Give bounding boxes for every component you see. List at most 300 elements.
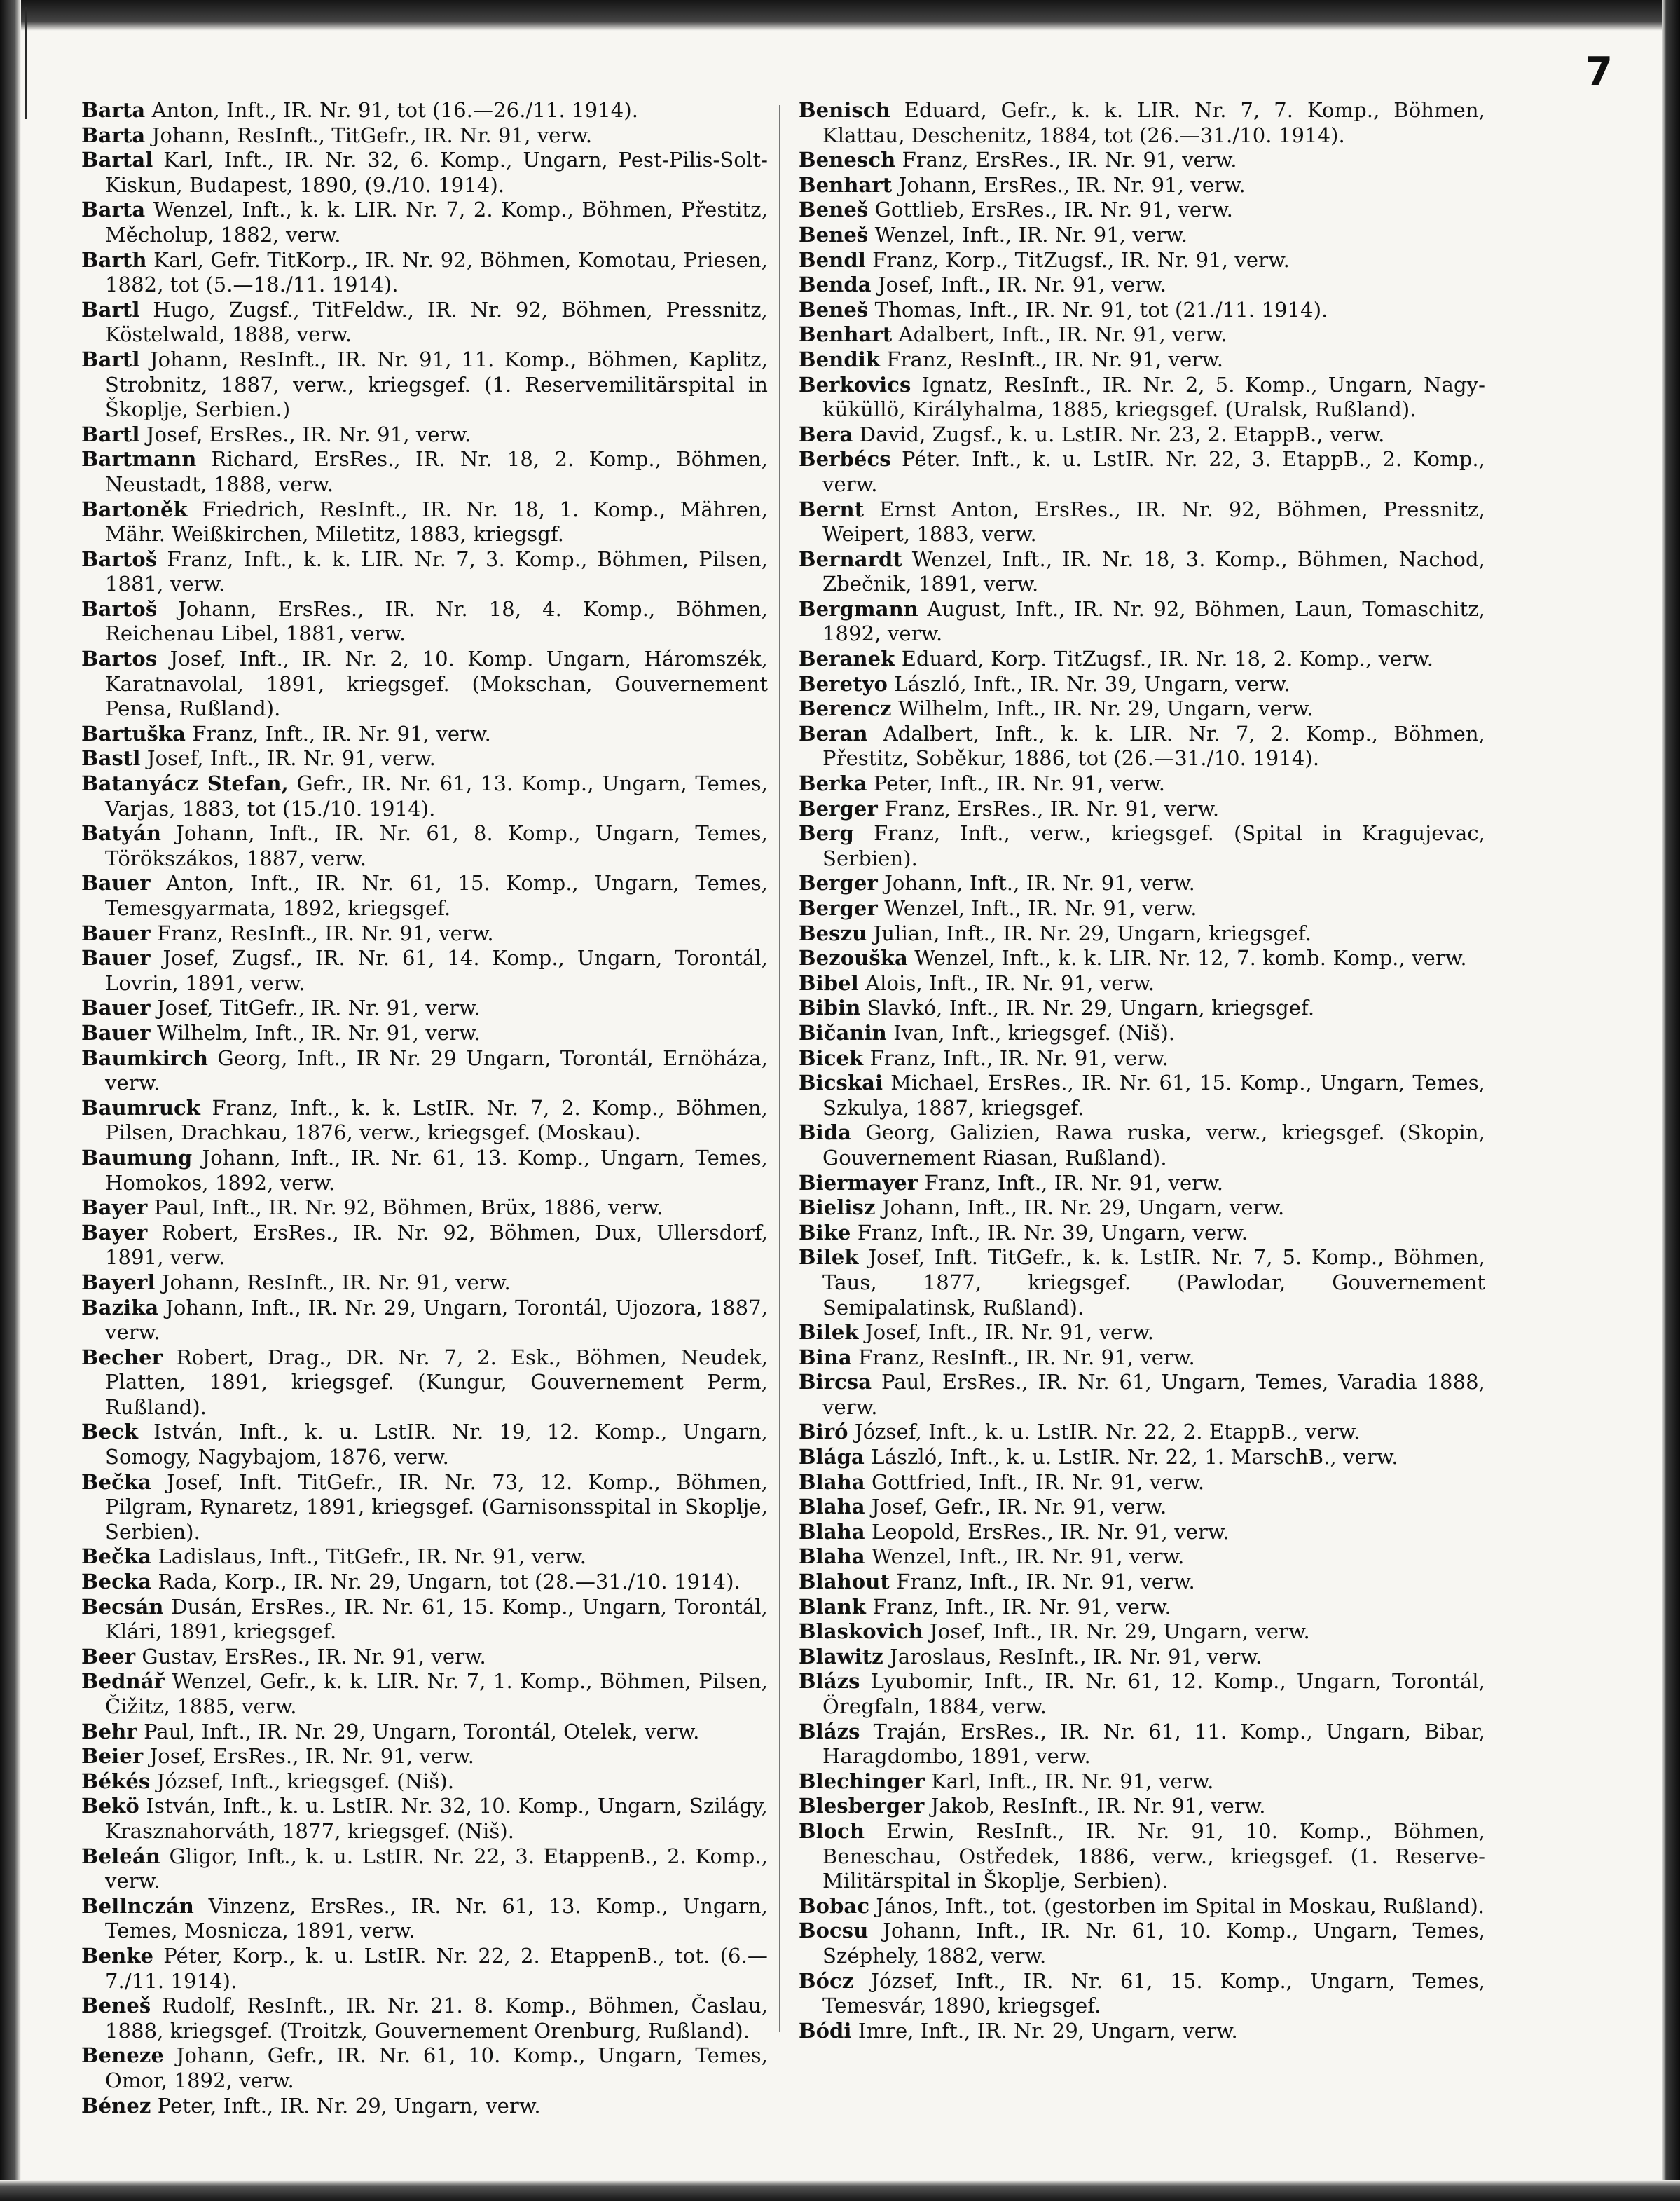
entry-details: Johann, ResInft., IR. Nr. 91, 11. Komp., Böhmen, Kaplitz, Strobnitz, 1887, verw., kriegsgef. (1. Reservemilitärspital in Škoplje, Serbien.) [105, 347, 768, 422]
entry-details: Johann, ErsRes., IR. Nr. 91, verw. [898, 172, 1246, 197]
entry-surname: Bičanin [799, 1020, 887, 1045]
entry-surname: Batyán [81, 821, 162, 846]
entry-details: August, Inft., IR. Nr. 92, Böhmen, Laun, Tomaschitz, 1892, verw. [822, 596, 1485, 646]
entry-surname: Beer [81, 1644, 136, 1668]
entry-surname: Batanyácz Stefan, [81, 772, 289, 796]
list-entry [81, 1420, 768, 1469]
entry-details: Adalbert, Inft., k. k. LIR. Nr. 7, 2. Komp., Böhmen, Přestitz, Soběkur, 1886, tot (26.—31./10. 1914). [822, 721, 1485, 771]
entry-details: Johann, ErsRes., IR. Nr. 18, 4. Komp., Böhmen, Reichenau Libel, 1881, verw. [105, 596, 768, 646]
list-entry [799, 1345, 1485, 1371]
list-entry [799, 322, 1485, 348]
list-entry [81, 547, 768, 597]
entry-surname: Bera [799, 422, 853, 446]
list-entry [799, 348, 1485, 373]
entry-surname: Berencz [799, 697, 892, 721]
entry-details: Johann, Inft., IR. Nr. 29, Ungarn, verw. [881, 1195, 1285, 1220]
list-entry [81, 198, 768, 247]
entry-surname: Bayer [81, 1195, 148, 1220]
entry-details: Rudolf, ResInft., IR. Nr. 21. 8. Komp., Böhmen, Časlau, 1888, kriegsgef. (Troitzk, Gouvernement Orenburg, Rußland). [105, 1994, 768, 2043]
scan-edge-top [0, 0, 1680, 31]
entry-surname: Benisch [799, 98, 890, 122]
list-entry [81, 1769, 768, 1795]
entry-surname: Bayer [81, 1220, 148, 1245]
entry-surname: Becka [81, 1570, 152, 1594]
list-entry [81, 1570, 768, 1595]
entry-details: József, Inft., kriegsgef. (Niš). [156, 1769, 455, 1793]
entry-details: Josef, Inft., IR. Nr. 91, verw. [877, 273, 1167, 297]
list-entry [799, 148, 1485, 173]
list-entry [799, 1171, 1485, 1196]
list-entry [81, 871, 768, 921]
entry-details: József, Inft., k. u. LstIR. Nr. 22, 2. EtappB., verw. [854, 1420, 1361, 1444]
list-entry [81, 1021, 768, 1046]
right-column [799, 98, 1485, 2043]
list-entry [799, 248, 1485, 273]
entry-surname: Baumruck [81, 1095, 200, 1120]
entry-surname: Becher [81, 1345, 163, 1369]
list-entry [81, 1470, 768, 1545]
entry-details: Josef, Inft. TitGefr., k. k. LstIR. Nr. 7, 5. Komp., Böhmen, Taus, 1877, kriegsgef. (Pawlodar, Gouvernement Semipalatinsk, Rußland). [822, 1245, 1485, 1319]
entry-details: Friedrich, ResInft., IR. Nr. 18, 1. Komp., Mähren, Mähr. Weißkirchen, Miletitz, 1883, kriegsgf. [105, 497, 768, 547]
list-entry [81, 148, 768, 198]
entry-details: Franz, Inft., k. k. LstIR. Nr. 7, 2. Komp., Böhmen, Pilsen, Drachkau, 1876, verw., kriegsgef. (Moskau). [105, 1095, 768, 1145]
entry-surname: Bartoněk [81, 497, 188, 521]
entry-surname: Beneš [81, 1994, 151, 2018]
entry-details: Rada, Korp., IR. Nr. 29, Ungarn, tot (28.—31./10. 1914). [158, 1570, 741, 1594]
list-entry [799, 1919, 1485, 1968]
entry-surname: Bida [799, 1120, 851, 1145]
list-entry [81, 2043, 768, 2093]
entry-details: Johann, Inft., IR. Nr. 91, verw. [884, 871, 1195, 896]
entry-details: Franz, ErsRes., IR. Nr. 91, verw. [884, 796, 1220, 821]
entry-details: Jakob, ResInft., IR. Nr. 91, verw. [930, 1794, 1266, 1818]
entry-details: Franz, ResInft., IR. Nr. 91, verw. [886, 347, 1224, 371]
entry-surname: Bečka [81, 1544, 152, 1569]
entry-surname: Bauer [81, 921, 151, 945]
entry-details: Wenzel, Inft., k. k. LIR. Nr. 7, 2. Komp., Böhmen, Přestitz, Měcholup, 1882, verw. [105, 198, 768, 247]
entry-details: Josef, Gefr., IR. Nr. 91, verw. [872, 1495, 1167, 1519]
entry-details: Imre, Inft., IR. Nr. 29, Ungarn, verw. [858, 2018, 1238, 2043]
entry-surname: Bartoš [81, 596, 158, 621]
entry-details: Ernst Anton, ErsRes., IR. Nr. 92, Böhmen, Pressnitz, Weipert, 1883, verw. [822, 497, 1485, 547]
entry-details: Paul, Inft., IR. Nr. 92, Böhmen, Brüx, 1886, verw. [153, 1195, 663, 1220]
list-entry [799, 1669, 1485, 1719]
entry-details: Paul, ErsRes., IR. Nr. 61, Ungarn, Temes, Varadia 1888, verw. [822, 1370, 1485, 1419]
list-entry [799, 1320, 1485, 1345]
entry-surname: Bauer [81, 996, 151, 1020]
entry-details: Eduard, Gefr., k. k. LIR. Nr. 7, 7. Komp., Böhmen, Klattau, Deschenitz, 1884, tot (26.—31./10. 1914). [822, 98, 1485, 147]
list-entry [81, 1221, 768, 1270]
entry-surname: Bartmann [81, 447, 197, 472]
list-entry [799, 1470, 1485, 1495]
entry-surname: Beck [81, 1420, 139, 1444]
entry-surname: Beneš [799, 198, 869, 222]
entry-surname: Benke [81, 1943, 154, 1968]
list-entry [799, 697, 1485, 722]
list-entry [799, 223, 1485, 248]
list-entry [799, 173, 1485, 198]
list-entry [799, 1570, 1485, 1595]
list-entry [81, 248, 768, 298]
entry-surname: Bircsa [799, 1370, 872, 1394]
list-entry [799, 1720, 1485, 1769]
entry-surname: Blechinger [799, 1769, 925, 1793]
list-entry [799, 1544, 1485, 1570]
entry-details: Julian, Inft., IR. Nr. 29, Ungarn, kriegsgef. [873, 921, 1312, 945]
entry-details: Peter, Inft., IR. Nr. 91, verw. [873, 772, 1166, 796]
entry-surname: Bergmann [799, 596, 918, 621]
entry-surname: Beneš [799, 297, 869, 322]
entry-surname: Blaskovich [799, 1619, 923, 1644]
list-entry [81, 821, 768, 871]
entry-details: Gustav, ErsRes., IR. Nr. 91, verw. [142, 1644, 486, 1668]
entry-surname: Blank [799, 1594, 866, 1619]
entry-details: Wenzel, Gefr., k. k. LIR. Nr. 7, 1. Komp., Böhmen, Pilsen, Čižitz, 1885, verw. [105, 1669, 768, 1718]
entry-details: Thomas, Inft., IR. Nr. 91, tot (21./11. 1914). [874, 297, 1328, 322]
list-entry [81, 1270, 768, 1296]
list-entry [81, 1744, 768, 1769]
entry-details: Vinzenz, ErsRes., IR. Nr. 61, 13. Komp., Ungarn, Temes, Mosnicza, 1891, verw. [105, 1893, 768, 1943]
scan-edge-right [1662, 0, 1680, 2201]
entry-surname: Blawitz [799, 1644, 883, 1668]
entry-surname: Bielisz [799, 1195, 876, 1220]
list-entry [81, 447, 768, 497]
entry-surname: Bobac [799, 1893, 870, 1918]
list-entry [799, 996, 1485, 1021]
list-entry [799, 896, 1485, 921]
entry-details: Franz, ResInft., IR. Nr. 91, verw. [156, 921, 494, 945]
entry-details: Josef, Inft., IR. Nr. 2, 10. Komp. Ungarn, Háromszék, Karatnavolal, 1891, kriegsgef. (Mokschan, Gouvernement Pensa, Rußland). [105, 647, 768, 721]
list-entry [81, 1645, 768, 1670]
entry-surname: Békés [81, 1769, 151, 1793]
entry-surname: Biermayer [799, 1170, 918, 1195]
list-entry [81, 1146, 768, 1195]
list-entry [799, 273, 1485, 298]
entry-surname: Becsán [81, 1594, 164, 1619]
entry-details: Hugo, Zugsf., TitFeldw., IR. Nr. 92, Böhmen, Pressnitz, Köstelwald, 1888, verw. [105, 297, 768, 347]
entry-details: Ladislaus, Inft., TitGefr., IR. Nr. 91, verw. [158, 1544, 587, 1569]
entry-details: Franz, Inft., IR. Nr. 91, verw. [924, 1170, 1224, 1195]
list-entry [799, 1245, 1485, 1320]
entry-surname: Bina [799, 1345, 852, 1369]
entry-surname: Blaha [799, 1495, 865, 1519]
entry-surname: Bartos [81, 647, 158, 671]
list-entry [81, 1720, 768, 1745]
list-entry [81, 1345, 768, 1420]
entry-surname: Bednář [81, 1669, 165, 1694]
list-entry [799, 946, 1485, 971]
entry-surname: Bendl [799, 247, 866, 272]
list-entry [81, 647, 768, 722]
list-entry [799, 1595, 1485, 1620]
list-entry [799, 647, 1485, 672]
entry-surname: Barta [81, 123, 146, 147]
entry-surname: Benda [799, 273, 872, 297]
entry-surname: Beran [799, 721, 868, 746]
list-entry [799, 1520, 1485, 1545]
list-entry [799, 1046, 1485, 1071]
entry-details: Gligor, Inft., k. u. LstIR. Nr. 22, 3. EtappenB., 2. Komp., verw. [105, 1844, 768, 1893]
list-entry [799, 1420, 1485, 1445]
list-entry [799, 797, 1485, 822]
entry-details: László, Inft., k. u. LstIR. Nr. 22, 1. MarschB., verw. [871, 1445, 1398, 1469]
entry-details: Josef, Inft., IR. Nr. 91, verw. [865, 1320, 1155, 1345]
entry-details: János, Inft., tot. (gestorben im Spital in Moskau, Rußland). [876, 1893, 1485, 1918]
entry-surname: Bartal [81, 148, 153, 172]
entry-details: Paul, Inft., IR. Nr. 29, Ungarn, Torontál, Otelek, verw. [144, 1719, 700, 1743]
entry-details: Anton, Inft., IR. Nr. 91, tot (16.—26./11. 1914). [151, 98, 639, 122]
entry-surname: Blázs [799, 1719, 860, 1743]
entry-details: Michael, ErsRes., IR. Nr. 61, 15. Komp., Ungarn, Temes, Szkulya, 1887, kriegsgef. [822, 1071, 1485, 1120]
entry-surname: Barta [81, 98, 146, 122]
entry-details: Josef, TitGefr., IR. Nr. 91, verw. [156, 996, 481, 1020]
list-entry [81, 98, 768, 123]
entry-details: Johann, ResInft., IR. Nr. 91, verw. [161, 1270, 511, 1294]
entry-surname: Berger [799, 796, 878, 821]
entry-details: Wenzel, Inft., IR. Nr. 91, verw. [872, 1544, 1185, 1569]
list-entry [81, 996, 768, 1021]
entry-details: Franz, Korp., TitZugsf., IR. Nr. 91, verw. [872, 247, 1290, 272]
entry-details: Anton, Inft., IR. Nr. 61, 15. Komp., Ungarn, Temes, Temesgyarmata, 1892, kriegsgef. [105, 871, 768, 920]
entry-details: Slavkó, Inft., IR. Nr. 29, Ungarn, kriegsgef. [867, 996, 1315, 1020]
entry-surname: Beranek [799, 647, 895, 671]
entry-details: Johann, Inft., IR. Nr. 29, Ungarn, Torontál, Ujozora, 1887, verw. [105, 1295, 768, 1345]
entry-surname: Blesberger [799, 1794, 925, 1818]
list-entry [799, 1221, 1485, 1246]
entry-surname: Blaha [799, 1519, 865, 1544]
entry-details: Robert, Drag., DR. Nr. 7, 2. Esk., Böhmen, Neudek, Platten, 1891, kriegsgef. (Kungur, Gouvernement Perm, Rußland). [105, 1345, 768, 1419]
list-entry [81, 1296, 768, 1345]
entry-details: David, Zugsf., k. u. LstIR. Nr. 23, 2. EtappB., verw. [859, 422, 1385, 446]
list-entry [81, 423, 768, 448]
entry-surname: Berbécs [799, 447, 891, 472]
entry-details: Josef, Inft., IR. Nr. 29, Ungarn, verw. [930, 1619, 1310, 1644]
list-entry [81, 1046, 768, 1096]
entry-details: Traján, ErsRes., IR. Nr. 61, 11. Komp., Ungarn, Bibar, Haragdombo, 1891, verw. [822, 1719, 1485, 1769]
entry-details: Franz, Inft., IR. Nr. 91, verw. [869, 1045, 1169, 1070]
list-entry [799, 1195, 1485, 1221]
list-entry [799, 1819, 1485, 1894]
entry-surname: Behr [81, 1719, 137, 1743]
list-entry [81, 1944, 768, 1994]
entry-surname: Bellnczán [81, 1893, 194, 1918]
list-entry [81, 746, 768, 772]
list-entry [799, 597, 1485, 647]
entry-details: Johann, Gefr., IR. Nr. 61, 10. Komp., Ungarn, Temes, Omor, 1892, verw. [105, 2043, 768, 2092]
entry-details: Johann, Inft., IR. Nr. 61, 13. Komp., Ungarn, Temes, Homokos, 1892, verw. [105, 1145, 768, 1195]
entry-surname: Bocsu [799, 1919, 869, 1943]
list-entry [799, 1769, 1485, 1795]
entry-details: Wenzel, Inft., k. k. LIR. Nr. 12, 7. komb. Komp., verw. [914, 946, 1467, 971]
entry-details: István, Inft., k. u. LstIR. Nr. 32, 10. Komp., Ungarn, Szilágy, Krasznahorváth, 1877, kriegsgef. (Niš). [105, 1794, 768, 1843]
list-entry [799, 1021, 1485, 1046]
entry-details: Adalbert, Inft., IR. Nr. 91, verw. [898, 322, 1227, 347]
entry-details: Georg, Inft., IR Nr. 29 Ungarn, Torontál, Ernöháza, verw. [105, 1045, 768, 1095]
list-entry [799, 821, 1485, 871]
list-entry [799, 547, 1485, 597]
entry-surname: Bazika [81, 1295, 159, 1319]
list-entry [81, 2094, 768, 2119]
list-entry [81, 1994, 768, 2043]
entry-surname: Bénez [81, 2093, 151, 2118]
entry-details: Wenzel, Inft., IR. Nr. 91, verw. [884, 896, 1197, 920]
list-entry [81, 1544, 768, 1570]
entry-surname: Berka [799, 772, 867, 796]
left-column [81, 98, 768, 2118]
entry-surname: Bibel [799, 971, 859, 995]
list-entry [799, 1794, 1485, 1819]
list-entry [81, 1894, 768, 1944]
binding-fold-line [25, 7, 27, 119]
entry-surname: Bilek [799, 1320, 859, 1345]
entry-details: Ivan, Inft., kriegsgef. (Niš). [893, 1020, 1176, 1045]
entry-details: Johann, ResInft., TitGefr., IR. Nr. 91, verw. [151, 123, 593, 147]
entry-details: Johann, Inft., IR. Nr. 61, 8. Komp., Ungarn, Temes, Törökszákos, 1887, verw. [105, 821, 768, 870]
entry-surname: Berger [799, 896, 878, 920]
list-entry [81, 498, 768, 547]
entry-details: Georg, Galizien, Rawa ruska, verw., kriegsgef. (Skopin, Gouvernement Riasan, Rußland). [822, 1120, 1485, 1170]
entry-details: Peter, Inft., IR. Nr. 29, Ungarn, verw. [157, 2093, 541, 2118]
entry-details: Karl, Inft., IR. Nr. 32, 6. Komp., Ungarn, Pest-Pilis-Solt-Kiskun, Budapest, 1890, (9./10. 1914). [105, 148, 768, 197]
list-entry [81, 1669, 768, 1719]
list-entry [81, 1794, 768, 1844]
list-entry [799, 1495, 1485, 1520]
entry-surname: Bezouška [799, 946, 908, 971]
list-entry [799, 373, 1485, 423]
entry-details: Eduard, Korp. TitZugsf., IR. Nr. 18, 2. Komp., verw. [901, 647, 1434, 671]
list-entry [799, 722, 1485, 772]
list-entry [799, 971, 1485, 996]
list-entry [81, 597, 768, 647]
entry-details: Lyubomir, Inft., IR. Nr. 61, 12. Komp., Ungarn, Torontál, Öregfaln, 1884, verw. [822, 1669, 1485, 1718]
list-entry [799, 871, 1485, 896]
entry-details: Gottlieb, ErsRes., IR. Nr. 91, verw. [874, 198, 1233, 222]
entry-surname: Barta [81, 198, 146, 222]
page-number: 7 [1585, 49, 1613, 95]
entry-details: Josef, Inft., IR. Nr. 91, verw. [146, 746, 436, 771]
entry-details: Franz, ErsRes., IR. Nr. 91, verw. [902, 148, 1237, 172]
entry-surname: Beier [81, 1744, 144, 1769]
list-entry [799, 1969, 1485, 2019]
entry-surname: Beleán [81, 1844, 160, 1868]
entry-details: Richard, ErsRes., IR. Nr. 18, 2. Komp., Böhmen, Neustadt, 1888, verw. [105, 447, 768, 496]
entry-details: Péter, Korp., k. u. LstIR. Nr. 22, 2. EtappenB., tot. (6.—7./11. 1914). [105, 1943, 768, 1993]
entry-surname: Bartl [81, 297, 140, 322]
list-entry [81, 123, 768, 149]
entry-details: Ignatz, ResInft., IR. Nr. 2, 5. Komp., Ungarn, Nagy-küküllö, Királyhalma, 1885, kriegsgef. (Uralsk, Rußland). [822, 372, 1485, 422]
entry-surname: Baumung [81, 1145, 193, 1170]
list-entry [81, 1595, 768, 1645]
entry-details: Franz, ResInft., IR. Nr. 91, verw. [858, 1345, 1195, 1369]
entry-surname: Bilek [799, 1245, 859, 1270]
entry-surname: Bicek [799, 1045, 864, 1070]
entry-details: Franz, Inft., IR. Nr. 91, verw. [192, 721, 491, 746]
entry-surname: Baumkirch [81, 1045, 209, 1070]
list-entry [799, 1120, 1485, 1170]
entry-surname: Beneš [799, 222, 869, 247]
entry-details: Erwin, ResInft., IR. Nr. 91, 10. Komp., Böhmen, Beneschau, Ostředek, 1886, verw., kriegsgef. (1. Reserve-Militärspital in Škoplje, Serbien). [822, 1818, 1485, 1893]
list-entry [81, 1195, 768, 1221]
entry-details: Franz, Inft., IR. Nr. 91, verw. [896, 1570, 1195, 1594]
entry-details: Franz, Inft., IR. Nr. 91, verw. [872, 1594, 1171, 1619]
entry-surname: Bócz [799, 1968, 854, 1993]
entry-details: Péter. Inft., k. u. LstIR. Nr. 22, 3. EtappB., 2. Komp., verw. [822, 447, 1486, 496]
list-entry [81, 1096, 768, 1146]
list-entry [799, 298, 1485, 323]
entry-surname: Blága [799, 1445, 865, 1469]
entry-surname: Blahout [799, 1570, 890, 1594]
entry-details: István, Inft., k. u. LstIR. Nr. 19, 12. Komp., Ungarn, Somogy, Nagybajom, 1876, verw. [105, 1420, 768, 1469]
list-entry [81, 1844, 768, 1894]
entry-surname: Benhart [799, 172, 893, 197]
entry-surname: Bernt [799, 497, 865, 521]
list-entry [799, 1619, 1485, 1645]
entry-surname: Berger [799, 871, 878, 896]
entry-surname: Bauer [81, 871, 151, 896]
entry-surname: Bauer [81, 946, 151, 971]
entry-details: Wenzel, Inft., IR. Nr. 91, verw. [874, 222, 1188, 247]
list-entry [81, 921, 768, 947]
entry-details: Karl, Gefr. TitKorp., IR. Nr. 92, Böhmen, Komotau, Priesen, 1882, tot (5.—18./11. 1914). [105, 247, 768, 297]
entry-surname: Bicskai [799, 1071, 883, 1095]
column-divider [779, 105, 780, 2032]
entry-surname: Bloch [799, 1818, 865, 1843]
entry-details: Johann, Inft., IR. Nr. 61, 10. Komp., Ungarn, Temes, Széphely, 1882, verw. [822, 1919, 1485, 1968]
list-entry [799, 921, 1485, 947]
entry-surname: Bartl [81, 347, 140, 371]
entry-details: Josef, Zugsf., IR. Nr. 61, 14. Komp., Ungarn, Torontál, Lovrin, 1891, verw. [105, 946, 768, 995]
list-entry [799, 98, 1485, 148]
entry-details: Gottfried, Inft., IR. Nr. 91, verw. [872, 1469, 1205, 1494]
entry-details: Wilhelm, Inft., IR. Nr. 29, Ungarn, verw. [897, 697, 1314, 721]
scan-edge-bottom [0, 2180, 1680, 2201]
entry-surname: Bayerl [81, 1270, 156, 1294]
entry-details: József, Inft., IR. Nr. 61, 15. Komp., Ungarn, Temes, Temesvár, 1890, kriegsgef. [822, 1968, 1485, 2018]
list-entry [799, 198, 1485, 223]
entry-surname: Berkovics [799, 372, 911, 397]
entry-surname: Barth [81, 247, 147, 272]
list-entry [799, 423, 1485, 448]
list-entry [799, 1894, 1485, 1919]
entry-details: Dusán, ErsRes., IR. Nr. 61, 15. Komp., Ungarn, Torontál, Klári, 1891, kriegsgef. [105, 1594, 768, 1644]
entry-surname: Bartuška [81, 721, 186, 746]
entry-surname: Bódi [799, 2018, 852, 2043]
list-entry [799, 672, 1485, 697]
list-entry [799, 1071, 1485, 1120]
entry-details: Josef, ErsRes., IR. Nr. 91, verw. [146, 422, 471, 446]
entry-surname: Beneze [81, 2043, 165, 2068]
entry-surname: Beretyo [799, 671, 888, 696]
entry-surname: Benesch [799, 148, 896, 172]
list-entry [81, 348, 768, 423]
entry-details: Franz, Inft., k. k. LIR. Nr. 7, 3. Komp., Böhmen, Pilsen, 1881, verw. [105, 547, 768, 596]
entry-surname: Bernardt [799, 547, 902, 571]
entry-details: Franz, Inft., verw., kriegsgef. (Spital in Kragujevac, Serbien). [822, 821, 1485, 870]
list-entry [799, 1645, 1485, 1670]
list-entry [81, 298, 768, 348]
entry-details: Alois, Inft., IR. Nr. 91, verw. [865, 971, 1155, 995]
entry-details: László, Inft., IR. Nr. 39, Ungarn, verw. [894, 671, 1290, 696]
entry-surname: Blaha [799, 1469, 865, 1494]
entry-details: Gefr., IR. Nr. 61, 13. Komp., Ungarn, Temes, Varjas, 1883, tot (15./10. 1914). [105, 772, 768, 821]
list-entry [799, 447, 1485, 497]
entry-details: Josef, ErsRes., IR. Nr. 91, verw. [149, 1744, 475, 1769]
entry-surname: Bike [799, 1220, 851, 1245]
entry-surname: Bibin [799, 996, 861, 1020]
entry-surname: Bauer [81, 1020, 151, 1045]
entry-surname: Benhart [799, 322, 893, 347]
entry-surname: Bastl [81, 746, 141, 771]
